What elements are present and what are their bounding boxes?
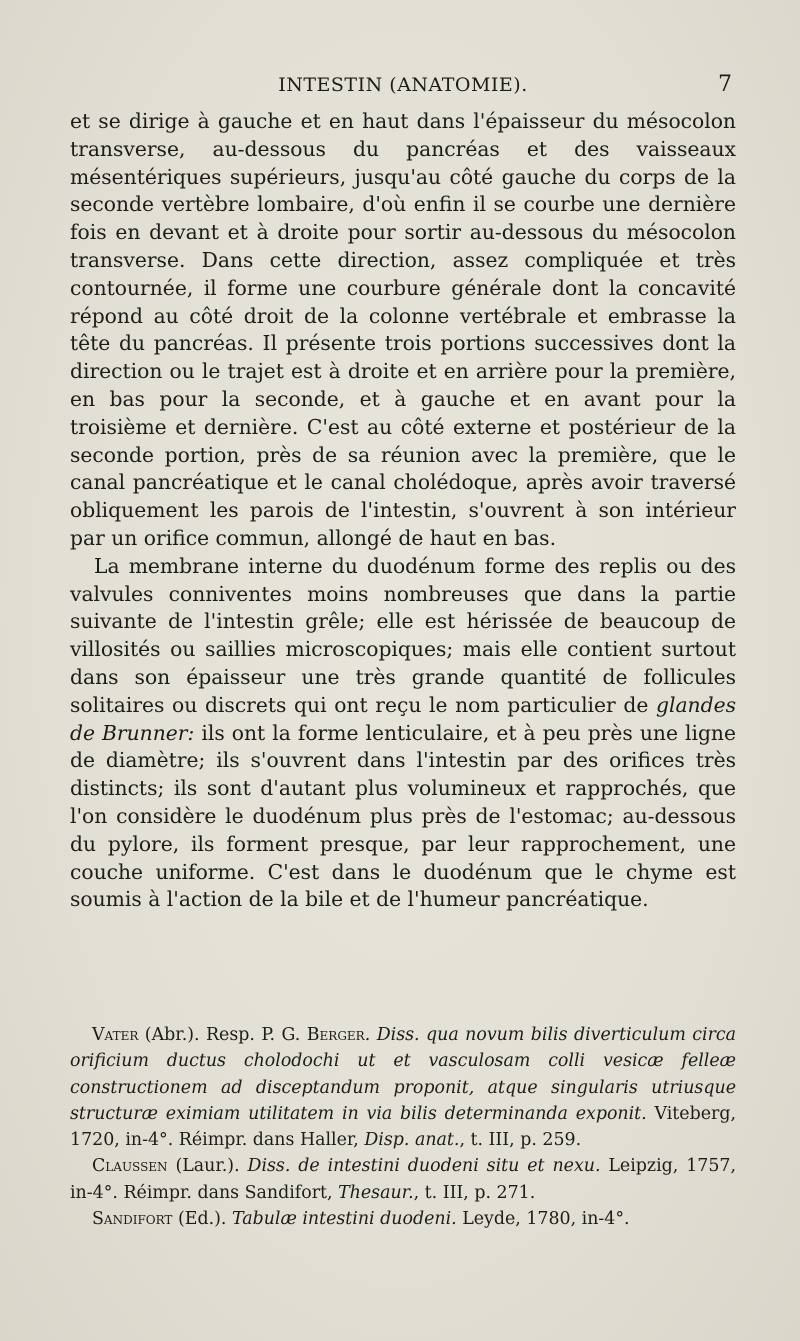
bibliography-author-detail: (Abr.). Resp. P. G. bbox=[138, 1025, 307, 1045]
page-number: 7 bbox=[718, 72, 732, 97]
bibliography-publication: Viteberg, 1720, in-4°. Réimpr. dans Haller, bbox=[70, 1103, 736, 1151]
paragraph-2 bbox=[70, 553, 736, 914]
running-title-main: INTESTIN bbox=[278, 74, 383, 96]
bibliography-author: Sandifort bbox=[92, 1209, 173, 1230]
bibliography-author: Claussen bbox=[92, 1156, 168, 1177]
bibliography-title: Tabulæ intestini duodeni. bbox=[231, 1209, 457, 1230]
bibliography-title: Diss. de intestini duodeni situ et nexu. bbox=[247, 1156, 601, 1177]
bibliography-publication-title: Disp. anat. bbox=[364, 1130, 460, 1151]
paragraph-2-italic-term: glandes de Brunner: bbox=[70, 692, 736, 745]
bibliography-entry bbox=[70, 1153, 736, 1206]
bibliography-author-detail: (Ed.). bbox=[172, 1209, 232, 1230]
paragraph-2-text-before: La membrane interne du duodénum forme des replis ou des valvules conniventes moins nombreuses que dans la partie suivante de l'intestin grêle; elle est hérissée de beaucoup de villosités ou saillies microscopiques; mais elle contient surtout dans son épaisseur une très grande quantité de follicules solitaires ou discrets qui ont reçu le nom particulier de bbox=[70, 553, 736, 717]
bibliography-title: . Diss. qua novum bilis diverticulum circa orificium ductus cholodochi ut et vasculosam colli vesicæ felleæ constructionem ad disceptandum proponit, atque singularis utriusque structuræ eximiam utilitatem in via bilis determinanda exponit. bbox=[70, 1025, 736, 1124]
bibliography-publication: Leipzig, 1757, in-4°. Réimpr. dans Sandifort, bbox=[70, 1156, 736, 1203]
bibliography-respondent: Berger bbox=[306, 1025, 365, 1045]
paragraph-1: et se dirige à gauche et en haut dans l'épaisseur du mésocolon transverse, au-dessous du pancréas et des vaisseaux mésentériques supérieurs, jusqu'au côté gauche du corps de la seconde vertèbre lombaire, d'où enfin il se courbe une dernière fois en devant et à droite pour sortir au-dessous du mésocolon transverse. Dans cette direction, assez compliquée et très contournée, il forme une courbure générale dont la concavité répond au côté droit de la colonne vertébrale et embrasse la tête du pancréas. Il présente trois portions successives dont la direction ou le trajet est à droite et en arrière pour la première, en bas pour la seconde, et à gauche et en avant pour la troisième et dernière. C'est au côté externe et postérieur de la seconde portion, près de sa réunion avec la première, que le canal pancréatique et le canal cholédoque, après avoir traversé obliquement les parois de l'intestin, s'ouvrent à son intérieur par un orifice commun, allongé de haut en bas. bbox=[70, 109, 736, 550]
body-text bbox=[70, 108, 736, 914]
bibliography-publication-end: , t. III, p. 259. bbox=[459, 1130, 582, 1151]
running-title bbox=[70, 74, 736, 96]
bibliography-publication-end: , t. III, p. 271. bbox=[413, 1182, 536, 1203]
running-title-paren: (ANATOMIE). bbox=[389, 74, 528, 96]
bibliography-author-detail: (Laur.). bbox=[167, 1156, 248, 1177]
bibliography-publication-title: Thesaur. bbox=[338, 1182, 414, 1203]
bibliography-author: Vater bbox=[92, 1025, 139, 1045]
bibliography-publication: Leyde, 1780, in-4°. bbox=[456, 1209, 630, 1230]
paragraph-2-text-after: ils ont la forme lenticulaire, et à peu près une ligne de diamètre; ils s'ouvrent dans l'intestin par des orifices très distincts; ils sont d'autant plus volumineux et rapprochés, que l'on considère le duodénum plus près de l'estomac; au-dessous du pylore, ils forment presque, par leur rapprochement, une couche uniforme. C'est dans le duodénum que le chyme est soumis à l'action de la bile et de l'humeur pancréatique. bbox=[70, 720, 736, 912]
bibliography-entry bbox=[70, 1206, 736, 1232]
bibliography-entry bbox=[70, 1022, 736, 1153]
running-header bbox=[70, 72, 736, 102]
bibliography bbox=[70, 1022, 736, 1232]
